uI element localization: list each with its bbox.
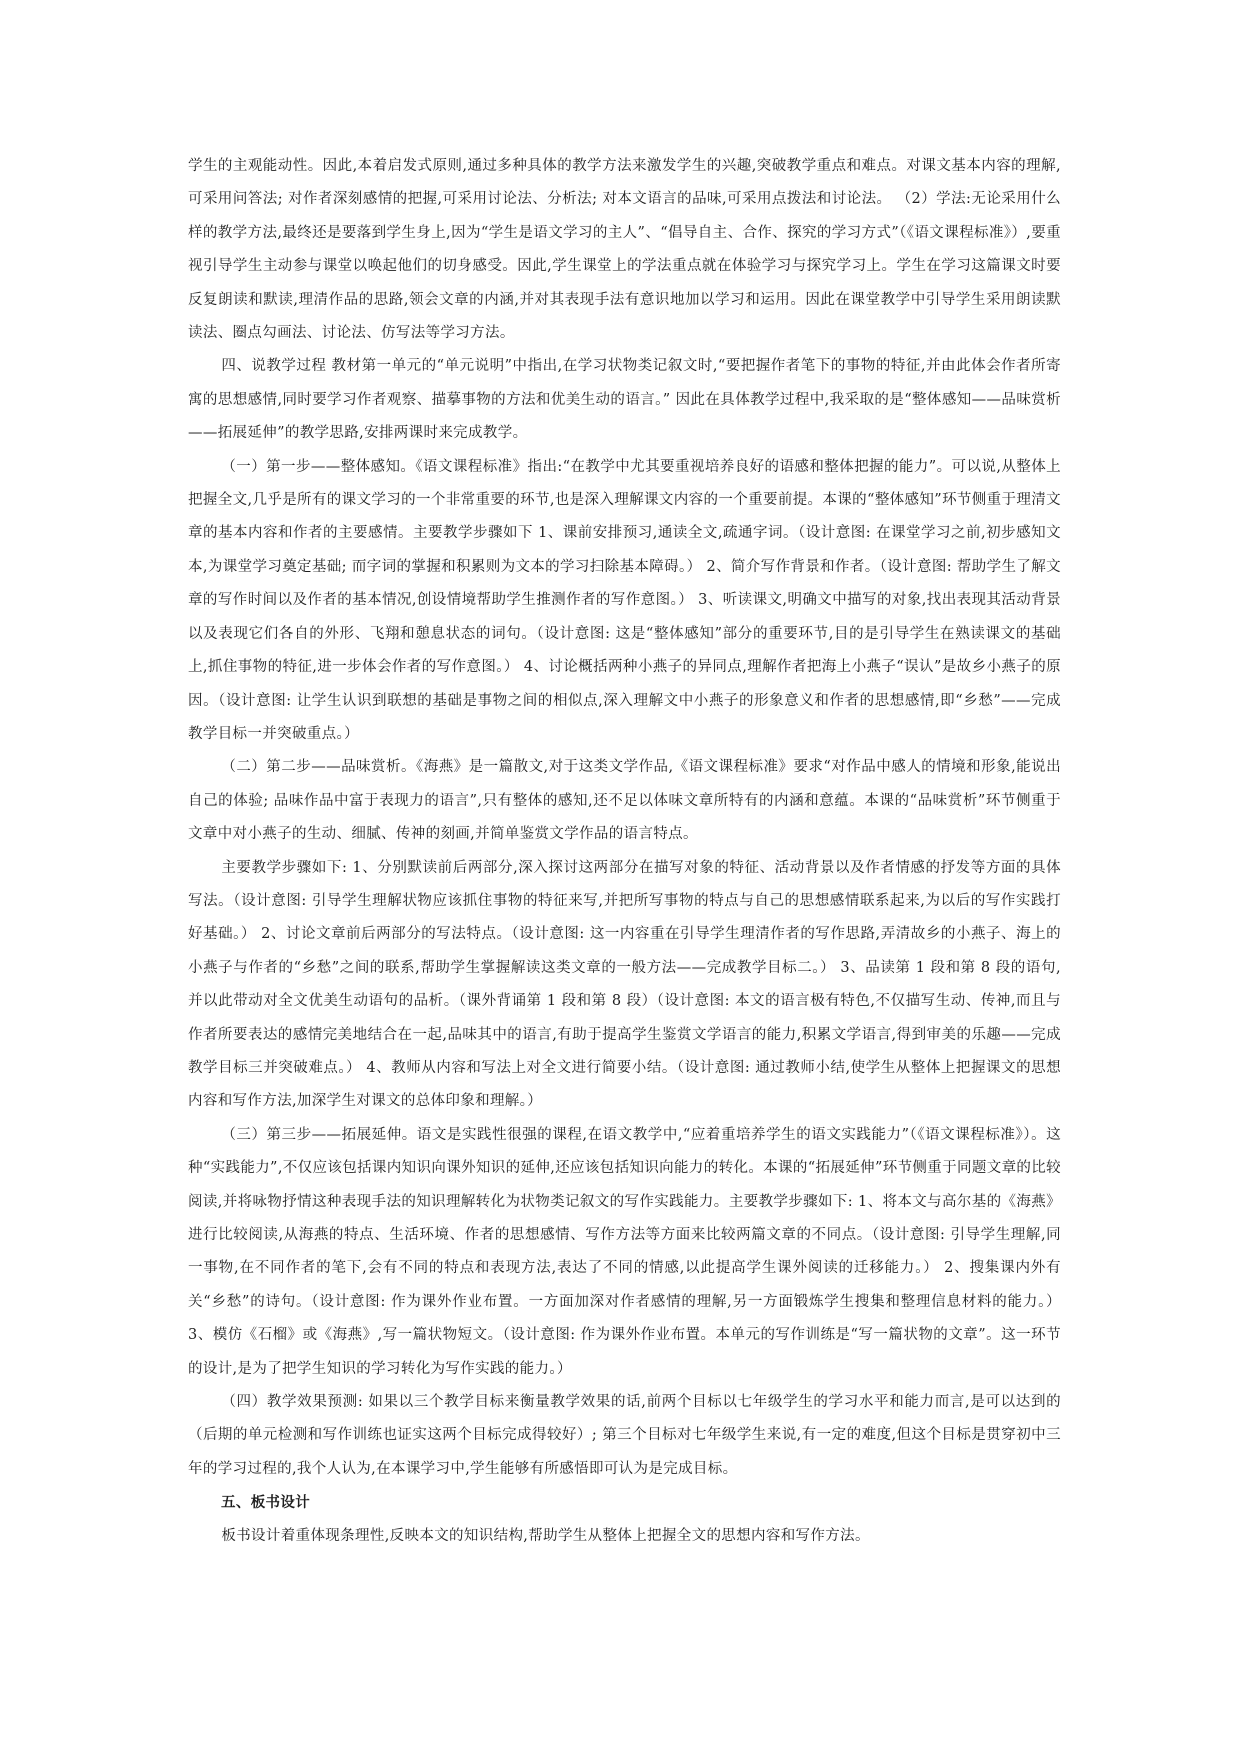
paragraph-step-one: （一）第一步——整体感知。《语文课程标准》指出:“在教学中尤其要重视培养良好的语感和整体把握的能力”。可以说,从整体上把握全文,几乎是所有的课文学习的一个非常重要的环节,也是深入理解课文内容的一个重要前提。本课的“整体感知”环节侧重于理清文章的基本内容和作者的主要感情。主要教学步骤如下 1、课前安排预习,通读全文,疏通字词。（设计意图: 在课堂学习之前,初步感知文本,为课堂学习奠定基础; 而字词的掌握和积累则为文本的学习扫除基本障碍。） 2、简介写作背景和作者。（设计意图: 帮助学生了解文章的写作时间以及作者的基本情况,创设情境帮助学生推测作者的写作意图。） 3、听读课文,明确文中描写的对象,找出表现其活动背景以及表现它们各自的外形、飞翔和憩息状态的词句。（设计意图: 这是“整体感知”部分的重要环节,目的是引导学生在熟读课文的基础上,抓住事物的特征,进一步体会作者的写作意图。） 4、讨论概括两种小燕子的异同点,理解作者把海上小燕子“误认”是故乡小燕子的原因。（设计意图: 让学生认识到联想的基础是事物之间的相似点,深入理解文中小燕子的形象意义和作者的思想感情,即“乡愁”——完成教学目标一并突破重点。） xyxy=(188,458,1061,742)
paragraph-step-two: （二）第二步——品味赏析。《海燕》是一篇散文,对于这类文学作品,《语文课程标准》要求“对作品中感人的情境和形象,能说出自己的体验; 品味作品中富于表现力的语言”,只有整体的感知,还不足以体味文章所特有的内涵和意蕴。本课的“品味赏析”环节侧重于文章中对小燕子的生动、细腻、传神的刻画,并简单鉴赏文学作品的语言特点。 xyxy=(188,759,1061,843)
section-heading-blackboard: 五、板书设计 xyxy=(221,1494,311,1512)
paragraph-blackboard-design: 板书设计着重体现条理性,反映本文的知识结构,帮助学生从整体上把握全文的思想内容和写作方法。 xyxy=(221,1527,870,1544)
paragraph-step-three: （三）第三步——拓展延伸。语文是实践性很强的课程,在语文教学中,“应着重培养学生的语文实践能力”（《语文课程标准》）。这种“实践能力”,不仅应该包括课内知识向课外知识的延伸,还应该包括知识向能力的转化。本课的“拓展延伸”环节侧重于同题文章的比较阅读,并将咏物抒情这种表现手法的知识理解转化为状物类记叙文的写作实践能力。主要教学步骤如下: 1、将本文与高尔基的《海燕》进行比较阅读,从海燕的特点、生活环境、作者的思想感情、写作方法等方面来比较两篇文章的不同点。（设计意图: 引导学生理解,同一事物,在不同作者的笔下,会有不同的特点和表现方法,表达了不同的情感,以此提高学生课外阅读的迁移能力。） 2、搜集课内外有关“乡愁”的诗句。（设计意图: 作为课外作业布置。一方面加深对作者感情的理解,另一方面锻炼学生搜集和整理信息材料的能力。） 3、模仿《石榴》或《海燕》,写一篇状物短文。（设计意图: 作为课外作业布置。本单元的写作训练是“写一篇状物的文章”。这一环节的设计,是为了把学生知识的学习转化为写作实践的能力。） xyxy=(188,1126,1061,1377)
paragraph-teaching-process: 四、说教学过程 教材第一单元的“单元说明”中指出,在学习状物类记叙文时,“要把握作者笔下的事物的特征,并由此体会作者所寄寓的思想感情,同时要学习作者观察、描摹事物的方法和优美生动的语言。” 因此在具体教学过程中,我采取的是“整体感知——品味赏析——拓展延伸”的教学思路,安排两课时来完成教学。 xyxy=(188,358,1061,442)
paragraph-learning-methods: 学生的主观能动性。因此,本着启发式原则,通过多种具体的教学方法来激发学生的兴趣,突破教学重点和难点。对课文基本内容的理解,可采用问答法; 对作者深刻感情的把握,可采用讨论法、分析法; 对本文语言的品味,可采用点拨法和讨论法。 （2）学法:无论采用什么样的教学方法,最终还是要落到学生身上,因为“学生是语文学习的主人”、“倡导自主、合作、探究的学习方式”（《语文课程标准》）,要重视引导学生主动参与课堂以唤起他们的切身感受。因此,学生课堂上的学法重点就在体验学习与探究学习上。学生在学习这篇课文时要反复朗读和默读,理清作品的思路,领会文章的内涵,并对其表现手法有意识地加以学习和运用。因此在课堂教学中引导学生采用朗读默读法、圈点勾画法、讨论法、仿写法等学习方法。 xyxy=(188,158,1061,342)
paragraph-step-two-details: 主要教学步骤如下: 1、分别默读前后两部分,深入探讨这两部分在描写对象的特征、活动背景以及作者情感的抒发等方面的具体写法。（设计意图: 引导学生理解状物应该抓住事物的特征来写,并把所写事物的特点与自己的思想感情联系起来,为以后的写作实践打好基础。） 2、讨论文章前后两部分的写法特点。（设计意图: 这一内容重在引导学生理清作者的写作思路,弄清故乡的小燕子、海上的小燕子与作者的“乡愁”之间的联系,帮助学生掌握解读这类文章的一般方法——完成教学目标二。） 3、品读第 1 段和第 8 段的语句,并以此带动对全文优美生动语句的品析。（课外背诵第 1 段和第 8 段）（设计意图: 本文的语言极有特色,不仅描写生动、传神,而且与作者所要表达的感情完美地结合在一起,品味其中的语言,有助于提高学生鉴赏文学语言的能力,积累文学语言,得到审美的乐趣——完成教学目标三并突破难点。） 4、教师从内容和写法上对全文进行简要小结。（设计意图: 通过教师小结,使学生从整体上把握课文的思想内容和写作方法,加深学生对课文的总体印象和理解。） xyxy=(188,859,1061,1110)
paragraph-effect-prediction: （四）教学效果预测: 如果以三个教学目标来衡量教学效果的话,前两个目标以七年级学生的学习水平和能力而言,是可以达到的（后期的单元检测和写作训练也证实这两个目标完成得较好）; 第三个目标对七年级学生来说,有一定的难度,但这个目标是贯穿初中三年的学习过程的,我个人认为,在本课学习中,学生能够有所感悟即可认为是完成目标。 xyxy=(188,1394,1061,1477)
